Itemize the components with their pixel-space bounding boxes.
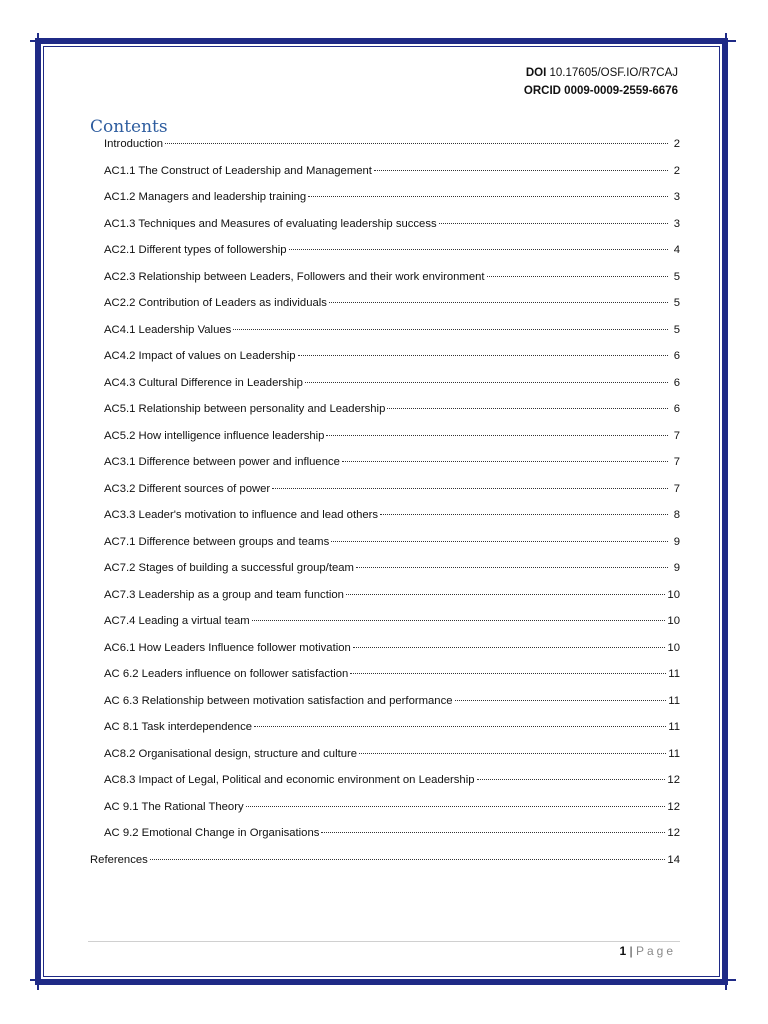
toc-entry-page: 9 [673, 562, 680, 574]
toc-entry-title: AC8.2 Organisational design, structure and culture [104, 747, 358, 760]
toc-entry-title: AC2.3 Relationship between Leaders, Followers and their work environment [104, 270, 485, 283]
toc-dot-leader [272, 488, 668, 489]
toc-dot-leader [254, 726, 666, 727]
toc-dot-leader [439, 223, 668, 224]
toc-entry-page: 12 [667, 827, 680, 839]
toc-entry-title: References [90, 853, 148, 866]
toc-entry-title: AC 8.1 Task interdependence [104, 721, 253, 733]
toc-dot-leader [165, 143, 668, 144]
toc-entry-page: 6 [673, 350, 680, 362]
toc-entry[interactable] [90, 271, 680, 298]
toc-dot-leader [329, 302, 668, 303]
toc-entry-page: 8 [673, 509, 680, 521]
toc-dot-leader [350, 673, 666, 674]
toc-entry[interactable] [90, 350, 680, 377]
document-identifiers [524, 64, 678, 100]
toc-entry-page: 11 [668, 694, 680, 707]
toc-entry-page: 7 [673, 456, 680, 468]
toc-entry-page: 10 [667, 615, 680, 627]
toc-entry-title: AC 6.3 Relationship between motivation satisfaction and performance [104, 694, 453, 707]
toc-dot-leader [150, 859, 666, 860]
toc-dot-leader [326, 435, 668, 436]
toc-entry[interactable] [90, 191, 680, 218]
toc-entry-title: AC5.1 Relationship between personality and Leadership [104, 403, 386, 415]
toc-entry-title: AC7.3 Leadership as a group and team function [104, 588, 344, 601]
doi-value: 10.17605/OSF.IO/R7CAJ [549, 67, 678, 79]
border-corner-ornament [30, 33, 48, 51]
toc-entry-title: AC3.1 Difference between power and influence [104, 456, 340, 468]
toc-entry[interactable] [90, 774, 680, 801]
toc-entry-page: 2 [673, 164, 680, 177]
toc-entry-title: AC7.4 Leading a virtual team [104, 615, 250, 627]
toc-dot-leader [380, 514, 668, 515]
toc-entry-title: AC6.1 How Leaders Influence follower motivation [104, 641, 351, 654]
toc-entry[interactable] [90, 138, 680, 165]
toc-heading: Contents [90, 117, 168, 137]
toc-dot-leader [346, 594, 666, 595]
page-word: Page [635, 944, 676, 958]
toc-entry-page: 12 [667, 800, 680, 813]
toc-entry-title: AC7.2 Stages of building a successful group/team [104, 562, 354, 574]
toc-entry-page: 9 [673, 535, 680, 548]
toc-entry-page: 11 [668, 747, 680, 760]
toc-dot-leader [289, 249, 668, 250]
toc-entry[interactable] [90, 377, 680, 404]
toc-dot-leader [252, 620, 666, 621]
toc-dot-leader [331, 541, 668, 542]
toc-entry-title: AC5.2 How intelligence influence leadership [104, 429, 325, 442]
toc-entry[interactable] [90, 721, 680, 748]
toc-entry-page: 12 [667, 774, 680, 786]
toc-dot-leader [342, 461, 668, 462]
toc-entry-page: 2 [673, 138, 680, 150]
toc-entry[interactable] [90, 483, 680, 510]
toc-entry-title: AC3.3 Leader's motivation to influence and lead others [104, 509, 379, 521]
toc-dot-leader [305, 382, 668, 383]
toc-dot-leader [387, 408, 668, 409]
doi-label: DOI [525, 67, 547, 79]
toc-entry[interactable] [90, 827, 680, 854]
toc-entry[interactable] [90, 165, 680, 192]
toc-entry-title: AC4.2 Impact of values on Leadership [104, 350, 296, 362]
toc-entry-title: AC2.2 Contribution of Leaders as individuals [104, 297, 327, 309]
toc-entry-title: AC 9.1 The Rational Theory [104, 800, 244, 813]
toc-entry-page: 10 [667, 588, 680, 601]
toc-entry[interactable] [90, 854, 680, 881]
toc-entry[interactable] [90, 218, 680, 245]
toc-dot-leader [321, 832, 665, 833]
toc-entry-page: 4 [673, 244, 680, 256]
toc-entry[interactable] [90, 589, 680, 616]
toc-dot-leader [487, 276, 668, 277]
toc-dot-leader [353, 647, 666, 648]
toc-entry[interactable] [90, 748, 680, 775]
toc-entry-title: AC 6.2 Leaders influence on follower satisfaction [104, 668, 349, 680]
toc-entry-page: 5 [673, 323, 680, 336]
toc-entry[interactable] [90, 456, 680, 483]
toc-entry-page: 7 [673, 482, 680, 495]
toc-dot-leader [233, 329, 668, 330]
toc-entry-page: 11 [668, 668, 680, 680]
toc-dot-leader [455, 700, 667, 701]
toc-dot-leader [374, 170, 668, 171]
toc-entry-page: 3 [673, 191, 680, 203]
toc-entry-title: AC1.2 Managers and leadership training [104, 191, 307, 203]
toc-entry[interactable] [90, 695, 680, 722]
toc-entry-title: AC4.3 Cultural Difference in Leadership [104, 376, 303, 389]
toc-entry-title: AC8.3 Impact of Legal, Political and economic environment on Leadership [104, 774, 475, 786]
toc-entry-title: AC1.1 The Construct of Leadership and Management [104, 164, 372, 177]
toc-entry[interactable] [90, 244, 680, 271]
toc-entry-page: 10 [667, 641, 680, 654]
toc-dot-leader [477, 779, 666, 780]
toc-entry-page: 11 [668, 721, 680, 733]
toc-entry-title: AC7.1 Difference between groups and teams [104, 535, 330, 548]
toc-entry[interactable] [90, 297, 680, 324]
toc-entry-title: AC1.3 Techniques and Measures of evaluating leadership success [104, 217, 437, 230]
footer-divider [88, 941, 680, 942]
toc-entry[interactable] [90, 801, 680, 828]
table-of-contents [90, 138, 680, 880]
toc-dot-leader [359, 753, 666, 754]
toc-entry-title: AC3.2 Different sources of power [104, 482, 271, 495]
toc-dot-leader [308, 196, 668, 197]
toc-entry[interactable] [90, 536, 680, 563]
toc-dot-leader [246, 806, 666, 807]
border-corner-ornament [30, 972, 48, 990]
toc-entry[interactable] [90, 615, 680, 642]
toc-entry-page: 3 [673, 217, 680, 230]
border-corner-ornament [718, 33, 736, 51]
orcid-line: ORCID 0009-0009-2559-6676 [523, 85, 678, 97]
toc-entry[interactable] [90, 324, 680, 351]
page-number: 1 [619, 944, 627, 958]
toc-dot-leader [356, 567, 668, 568]
doi-line [524, 64, 678, 82]
toc-entry-page: 6 [673, 403, 680, 415]
toc-entry-title: AC2.1 Different types of followership [104, 244, 287, 256]
toc-entry-title: AC 9.2 Emotional Change in Organisations [104, 827, 320, 839]
toc-dot-leader [298, 355, 668, 356]
toc-entry-page: 6 [673, 376, 680, 389]
page-footer [619, 944, 676, 958]
toc-entry[interactable] [90, 430, 680, 457]
toc-entry[interactable] [90, 403, 680, 430]
toc-entry-page: 5 [673, 270, 680, 283]
toc-entry-title: AC4.1 Leadership Values [104, 323, 232, 336]
toc-entry[interactable] [90, 668, 680, 695]
border-corner-ornament [718, 972, 736, 990]
footer-separator: | [629, 944, 633, 958]
toc-entry-page: 5 [673, 297, 680, 309]
toc-entry-page: 7 [673, 429, 680, 442]
toc-entry[interactable] [90, 562, 680, 589]
toc-entry-title: Introduction [104, 138, 164, 150]
toc-entry-page: 14 [667, 853, 680, 866]
toc-entry[interactable] [90, 509, 680, 536]
toc-entry[interactable] [90, 642, 680, 669]
